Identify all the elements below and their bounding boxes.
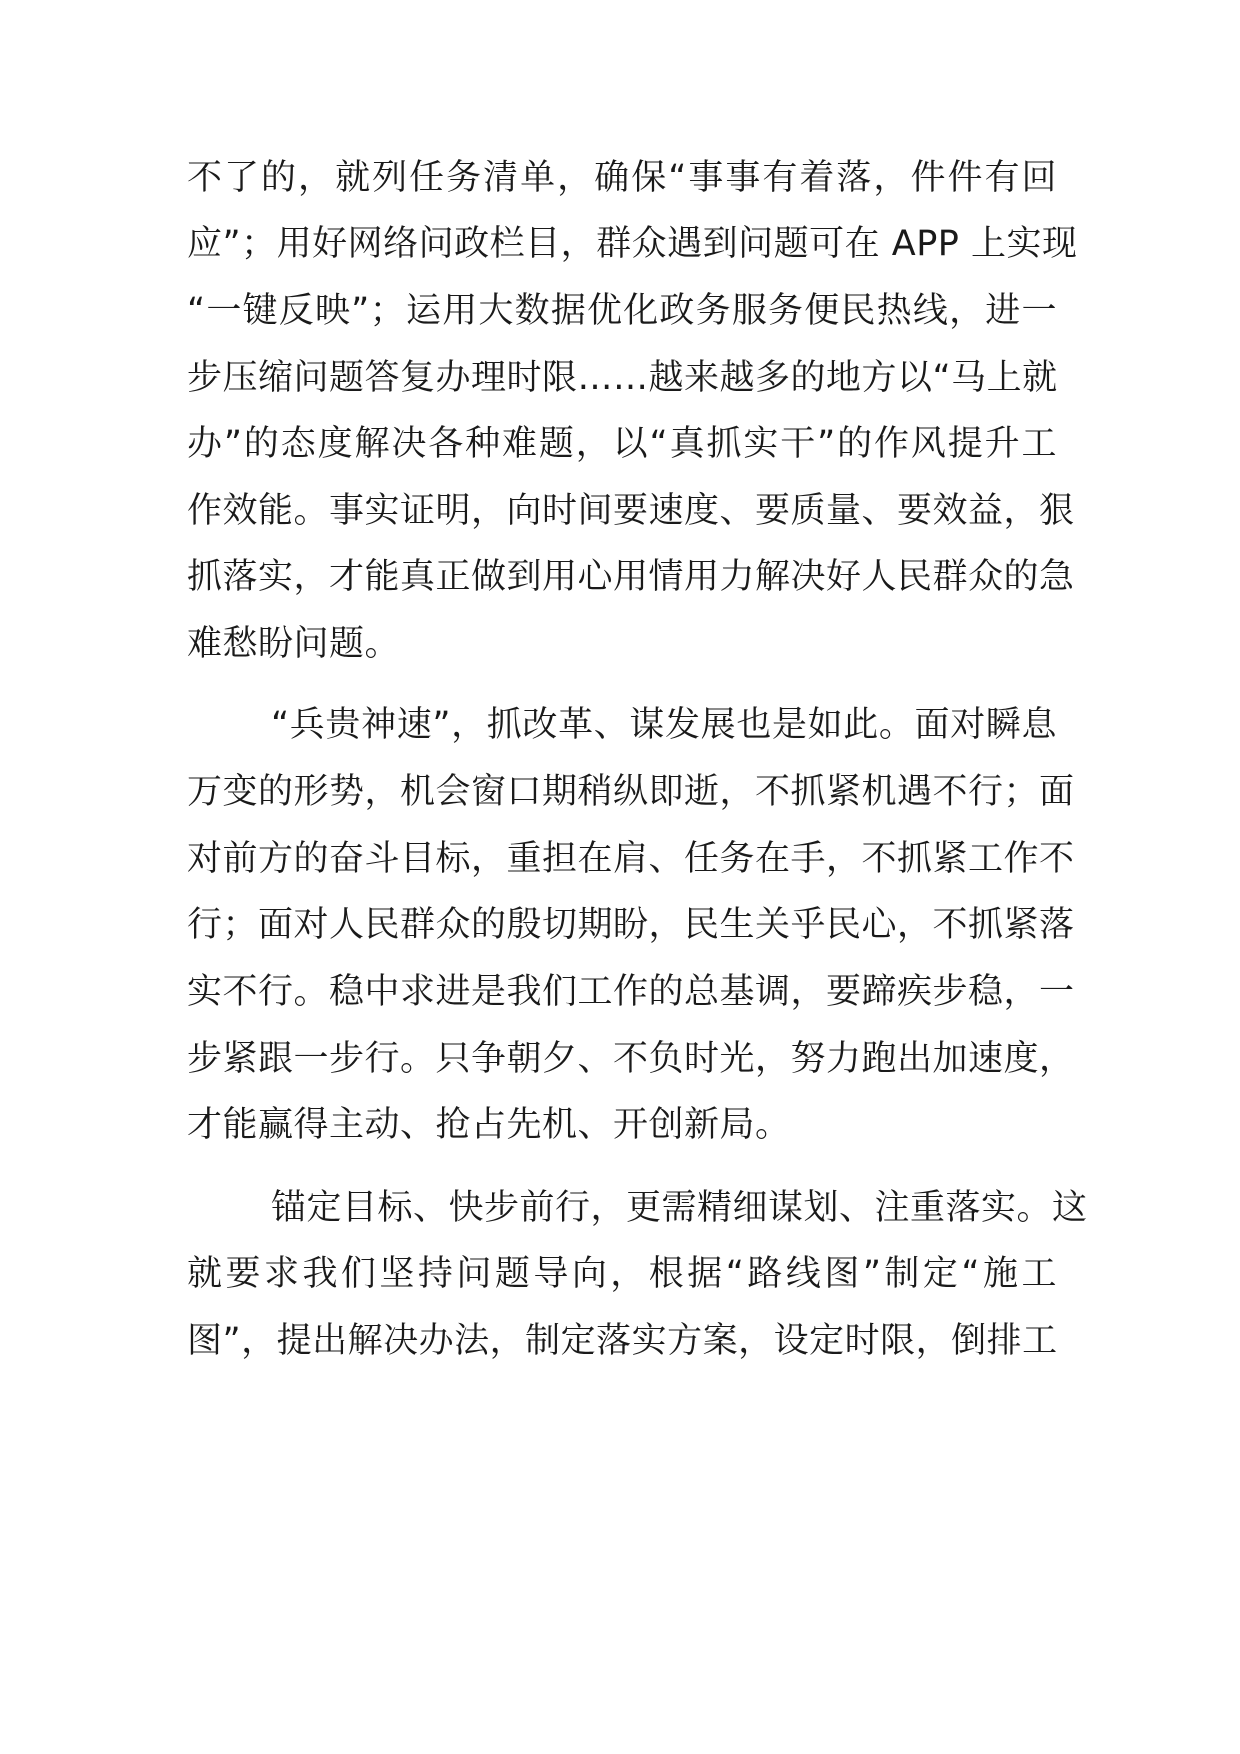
paragraph-line: 对前方的奋斗目标，重担在肩、任务在手，不抓紧工作不 bbox=[187, 839, 1075, 879]
paragraph-line: 图”，提出解决办法，制定落实方案，设定时限，倒排工 bbox=[187, 1321, 1058, 1361]
paragraph-line: 万变的形势，机会窗口期稍纵即逝，不抓紧机遇不行；面 bbox=[187, 772, 1075, 812]
paragraph-line: 行；面对人民群众的殷切期盼，民生关乎民心，不抓紧落 bbox=[187, 905, 1075, 945]
paragraph-line: 办”的态度解决各种难题，以“真抓实干”的作风提升工 bbox=[187, 424, 1057, 464]
paragraph-line: 难愁盼问题。 bbox=[187, 624, 401, 664]
paragraph-line: 作效能。事实证明，向时间要速度、要质量、要效益，狠 bbox=[187, 491, 1075, 531]
paragraph-line: 不了的，就列任务清单，确保“事事有着落，件件有回 bbox=[187, 158, 1057, 198]
paragraph-line: 才能赢得主动、抢占先机、开创新局。 bbox=[187, 1105, 791, 1145]
paragraph-line: “兵贵神速”，抓改革、谋发展也是如此。面对瞬息 bbox=[271, 705, 1057, 745]
paragraph-line: “一键反映”；运用大数据优化政务服务便民热线，进一 bbox=[187, 291, 1057, 331]
paragraph-line: 就要求我们坚持问题导向，根据“路线图”制定“施工 bbox=[187, 1254, 1057, 1294]
paragraph-line: 应”；用好网络问政栏目，群众遇到问题可在 APP 上实现 bbox=[187, 224, 1078, 264]
paragraph-line: 锚定目标、快步前行，更需精细谋划、注重落实。这 bbox=[271, 1188, 1088, 1228]
paragraph-line: 实不行。稳中求进是我们工作的总基调，要蹄疾步稳，一 bbox=[187, 972, 1075, 1012]
paragraph-line: 步紧跟一步行。只争朝夕、不负时光，努力跑出加速度， bbox=[187, 1039, 1075, 1079]
paragraph-line: 抓落实，才能真正做到用心用情用力解决好人民群众的急 bbox=[187, 557, 1075, 597]
paragraph-line: 步压缩问题答复办理时限……越来越多的地方以“马上就 bbox=[187, 358, 1058, 398]
